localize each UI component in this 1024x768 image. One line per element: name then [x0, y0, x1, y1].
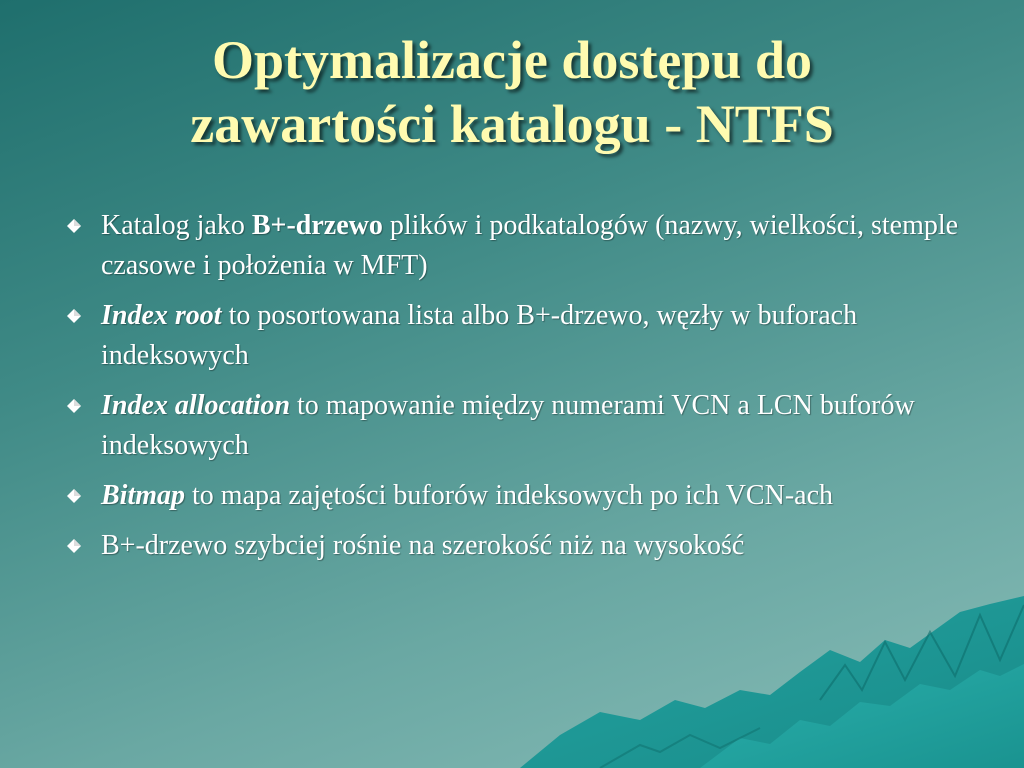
bullet-term: Index root: [101, 300, 222, 331]
bullet-text: B+-drzewo szybciej rośnie na szerokość niż na wysokość: [101, 530, 745, 561]
bullet-list: [60, 206, 960, 576]
bullet-item: [60, 206, 960, 286]
bullet-item: [60, 386, 960, 466]
bullet-item: [60, 476, 960, 516]
diamond-bullet-icon: [66, 398, 82, 414]
bullet-item: [60, 526, 960, 566]
bullet-text: to mapowanie między numerami VCN a LCN buforów indeksowych: [101, 390, 915, 461]
bullet-term: Index allocation: [101, 390, 291, 421]
title-line-2: zawartości katalogu - NTFS: [190, 94, 834, 154]
diamond-bullet-icon: [66, 538, 82, 554]
diamond-bullet-icon: [66, 218, 82, 234]
bullet-item: [60, 296, 960, 376]
slide-title: [40, 28, 984, 156]
bullet-text: plików i podkatalogów (nazwy, wielkości, stemple czasowe i położenia w MFT): [101, 210, 959, 281]
bullet-term: Bitmap: [101, 480, 186, 511]
bullet-text: to posortowana lista albo B+-drzewo, węzły w buforach indeksowych: [101, 300, 858, 371]
bullet-term: B+-drzewo: [251, 210, 383, 241]
bullet-text-pre: Katalog jako: [101, 210, 252, 241]
title-line-1: Optymalizacje dostępu do: [212, 30, 812, 90]
bullet-text: to mapa zajętości buforów indeksowych po ich VCN-ach: [185, 480, 833, 511]
diamond-bullet-icon: [66, 308, 82, 324]
diamond-bullet-icon: [66, 488, 82, 504]
